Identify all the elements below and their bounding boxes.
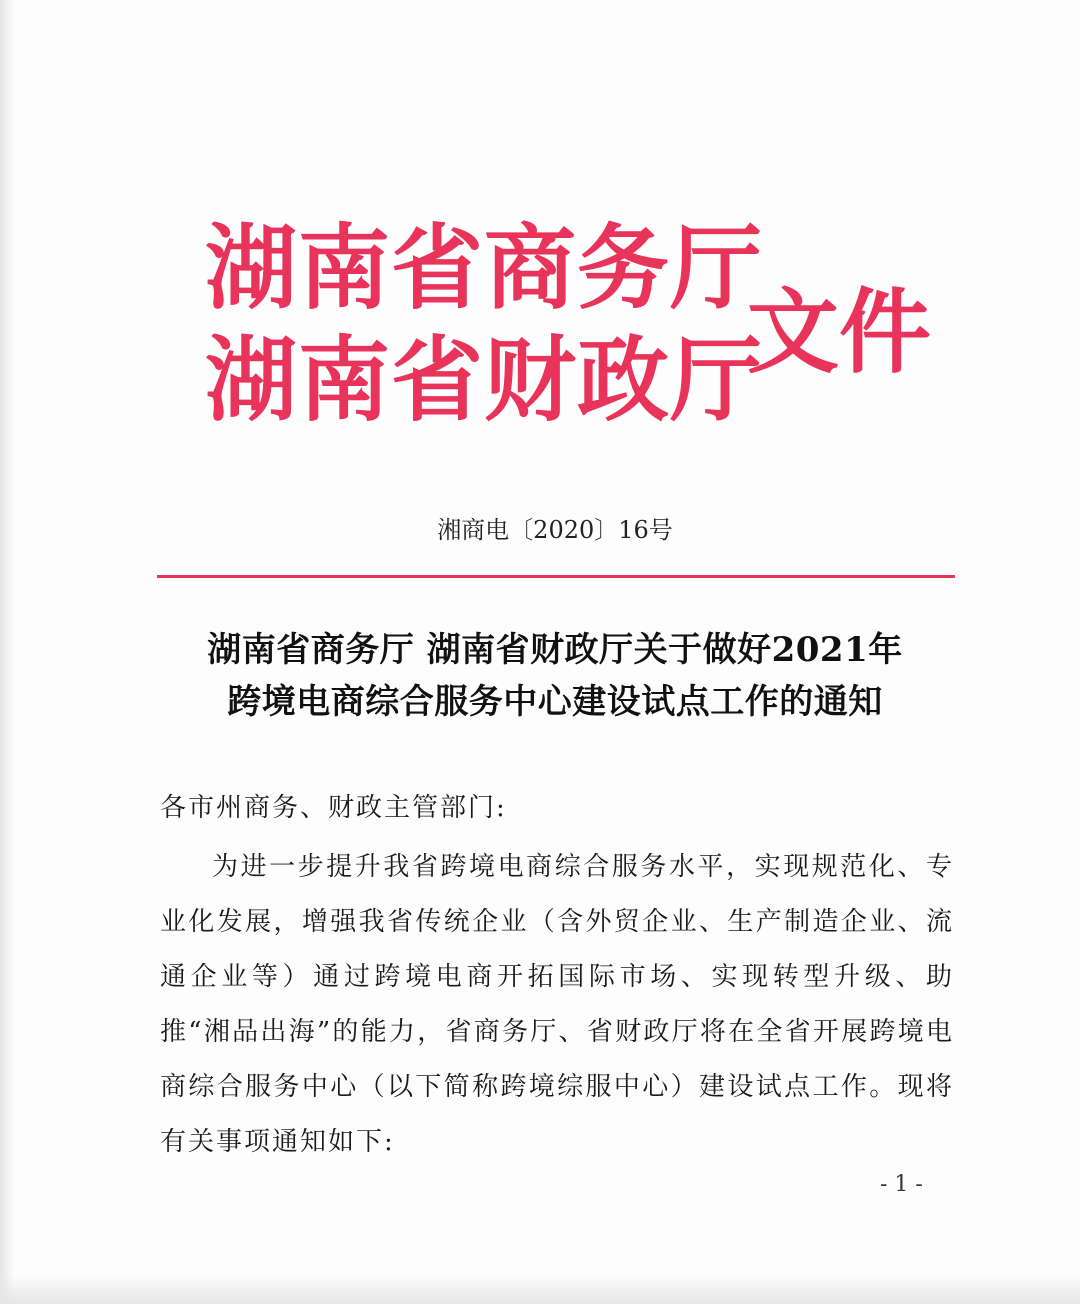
title-line-1: 湖南省商务厅 湖南省财政厅关于做好2021年 [207,630,903,670]
salutation: 各市州商务、财政主管部门: [160,793,507,823]
issuer-commerce-dept: 湖南省商务厅 [205,215,764,322]
page-number: - 1 - [880,1172,923,1197]
scan-edge-shadow [0,0,14,1304]
title-line-2: 跨境电商综合服务中心建设试点工作的通知 [227,682,883,722]
red-divider-line [157,575,955,578]
scan-bottom-shadow [0,1274,1080,1304]
document-number: 湘商电〔2020〕16号 [437,516,673,544]
document-kind-label: 文件 [747,279,932,386]
issuer-finance-dept: 湖南省财政厅 [205,327,764,434]
red-letterhead [205,212,932,452]
body-paragraph: 为进一步提升我省跨境电商综合服务水平，实现规范化、专业化发展，增强我省传统企业（含外贸企业、生产制造企业、流通企业等）通过跨境电商开拓国际市场、实现转型升级、助推“湘品出海”的能力，省商务厅、省财政厅将在全省开展跨境电商综合服务中心（以下简称跨境综服中心）建设试点工作。现将有关事项通知如下: [160,852,954,1157]
document-title [130,624,980,728]
